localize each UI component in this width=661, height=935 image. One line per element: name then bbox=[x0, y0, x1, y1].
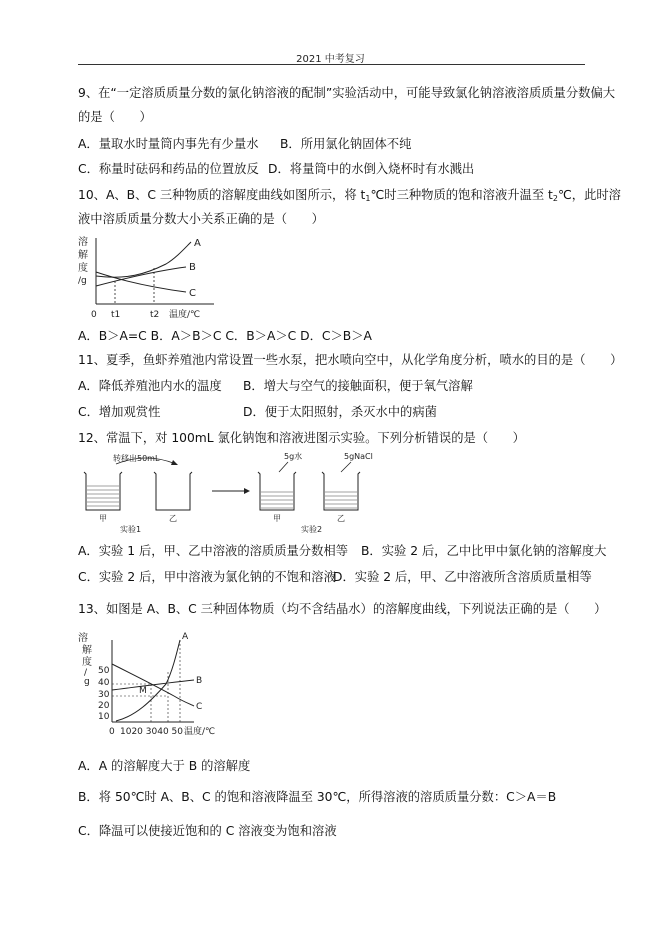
q12-label-exp1: 实验1 bbox=[120, 525, 142, 534]
q12-transfer-label: 转移出50mL bbox=[113, 454, 160, 463]
q10-t1-label: t1 bbox=[111, 310, 121, 320]
q9-stem-line2: 的是（ ） bbox=[78, 110, 152, 124]
q9-option-c: C．称量时砝码和药品的位置放反 bbox=[78, 162, 259, 176]
q10-label-a: A bbox=[194, 238, 201, 249]
q10-curve-a bbox=[96, 242, 191, 277]
q12-option-b: B．实验 2 后，乙中比甲中氯化钠的溶解度大 bbox=[361, 544, 607, 558]
q13-ylabel-5: g bbox=[84, 677, 90, 687]
q10-ylabel-1: 溶 bbox=[78, 237, 88, 248]
q12-beaker-jia-2 bbox=[258, 472, 296, 510]
q10-label-c: C bbox=[189, 288, 196, 299]
q12-beaker-yi-2-liquid bbox=[325, 492, 357, 508]
q10-solubility-graph bbox=[76, 234, 226, 326]
q11-option-d: D．便于太阳照射，杀灭水中的病菌 bbox=[243, 405, 437, 419]
q13-ylabel-4: / bbox=[84, 668, 88, 678]
q12-option-c: C．实验 2 后，甲中溶液为氯化钠的不饱和溶液 bbox=[78, 570, 336, 584]
q12-label-jia-1: 甲 bbox=[99, 514, 107, 523]
q12-transfer-arrowhead bbox=[171, 460, 178, 465]
q9-option-d: D．将量筒中的水倒入烧杯时有水溅出 bbox=[268, 162, 475, 176]
q10-label-b: B bbox=[189, 262, 196, 273]
q11-option-b: B．增大与空气的接触面积，便于氧气溶解 bbox=[243, 379, 473, 393]
q13-ylabel-3: 度 bbox=[82, 657, 92, 668]
q12-beaker-jia-2-liquid bbox=[261, 492, 293, 508]
q10-t2-label: t2 bbox=[150, 310, 160, 320]
q12-label-yi-1: 乙 bbox=[169, 514, 177, 523]
q12-beaker-jia-1-liquid bbox=[87, 486, 119, 506]
q10-origin: 0 bbox=[91, 310, 97, 320]
q11-stem: 11、夏季，鱼虾养殖池内常设置一些水泵，把水喷向空中，从化学角度分析，喷水的目的是（ ） bbox=[78, 353, 623, 367]
q10-stem-line2: 液中溶质质量分数大小关系正确的是（ ） bbox=[78, 212, 324, 226]
q10-xlabel: 温度/℃ bbox=[169, 310, 201, 320]
q12-stem: 12、常温下，对 100mL 氯化钠饱和溶液进图示实验。下列分析错误的是（ ） bbox=[78, 431, 525, 445]
q9-stem-line1: 9、在“一定溶质质量分数的氯化钠溶液的配制”实验活动中，可能导致氯化钠溶液溶质质量分数偏大 bbox=[78, 86, 616, 100]
q13-ytick-50: 50 bbox=[98, 666, 110, 676]
q13-xticks: 1020 3040 50 bbox=[120, 727, 183, 737]
q13-curve-a bbox=[116, 640, 180, 721]
q12-water-arrow bbox=[279, 462, 288, 472]
q12-option-a: A．实验 1 后，甲、乙中溶液的溶质质量分数相等 bbox=[78, 544, 348, 558]
q13-ytick-10: 10 bbox=[98, 712, 110, 722]
q10-ylabel-3: 度 bbox=[78, 263, 88, 274]
q13-ylabel-2: 解 bbox=[82, 645, 92, 656]
q13-solubility-graph bbox=[76, 626, 248, 740]
q12-option-d: D．实验 2 后，甲、乙中溶液所含溶质质量相等 bbox=[333, 570, 592, 584]
q13-label-b: B bbox=[196, 676, 203, 686]
header-divider bbox=[78, 64, 585, 65]
q12-experiment-figure bbox=[76, 450, 396, 534]
q12-label-jia-2: 甲 bbox=[273, 514, 281, 523]
q12-beaker-yi-2 bbox=[322, 472, 360, 510]
q11-option-a: A．降低养殖池内水的温度 bbox=[78, 379, 222, 393]
q13-stem: 13、如图是 A、B、C 三种固体物质（均不含结晶水）的溶解度曲线，下列说法正确的是（ ） bbox=[78, 602, 607, 616]
q10-stem-line1: 10、A、B、C 三种物质的溶解度曲线如图所示，将 $t_1℃$时三种物质的饱和溶液升温至 $t_2℃$，此时溶 bbox=[78, 188, 621, 203]
q10-options: A．B＞A=C B．A＞B＞C C．B＞A＞C D．C＞B＞A bbox=[78, 329, 372, 343]
q13-label-c: C bbox=[196, 702, 203, 712]
q12-water-label: 5g水 bbox=[284, 452, 303, 461]
q12-label-exp2: 实验2 bbox=[301, 525, 323, 534]
q11-option-c: C．增加观赏性 bbox=[78, 405, 161, 419]
q13-ytick-30: 30 bbox=[98, 690, 110, 700]
q10-ylabel-2: 解 bbox=[78, 250, 88, 261]
q12-process-arrowhead bbox=[244, 488, 250, 494]
q9-option-b: B．所用氯化钠固体不纯 bbox=[280, 137, 412, 151]
q12-beaker-jia-1 bbox=[84, 472, 122, 510]
q13-ytick-40: 40 bbox=[98, 678, 110, 688]
q12-nacl-arrow bbox=[341, 462, 351, 472]
q13-point-m: M bbox=[139, 686, 147, 696]
q13-ylabel-1: 溶 bbox=[78, 633, 88, 644]
q13-option-a: A．A 的溶解度大于 B 的溶解度 bbox=[78, 759, 251, 773]
q13-label-a: A bbox=[182, 632, 189, 642]
q13-xtick-0: 0 bbox=[109, 727, 115, 737]
q13-xlabel: 温度/℃ bbox=[184, 727, 216, 737]
q13-option-c: C．降温可以使接近饱和的 C 溶液变为饱和溶液 bbox=[78, 824, 337, 838]
q9-option-a: A．量取水时量筒内事先有少量水 bbox=[78, 137, 259, 151]
q13-curve-c bbox=[112, 664, 194, 706]
q12-label-yi-2: 乙 bbox=[337, 514, 345, 523]
q12-beaker-yi-1 bbox=[154, 472, 192, 510]
page-header: 2021 中考复习 bbox=[296, 54, 365, 65]
q12-nacl-label: 5gNaCl bbox=[344, 452, 373, 461]
q10-ylabel-4: /g bbox=[78, 276, 87, 286]
q13-ytick-20: 20 bbox=[98, 701, 110, 711]
q13-option-b: B．将 50℃时 A、B、C 的饱和溶液降温至 30℃，所得溶液的溶质质量分数：C＞A＝B bbox=[78, 790, 557, 804]
